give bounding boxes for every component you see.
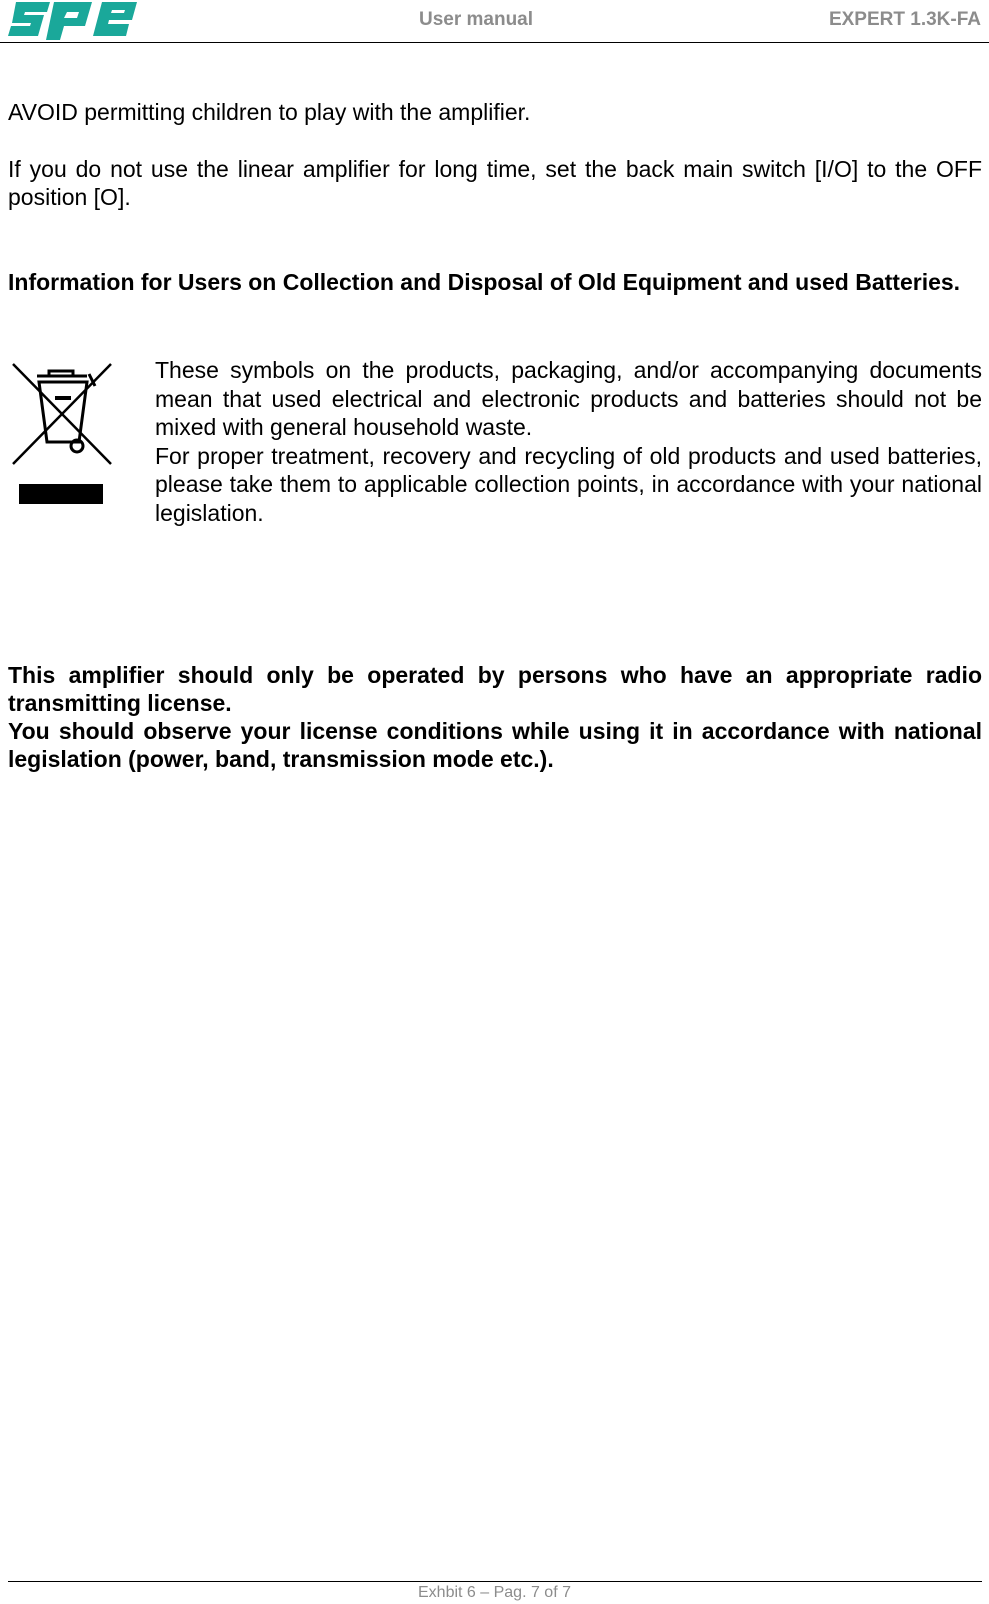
- weee-paragraph-1: These symbols on the products, packaging, and/or accompanying documents mean that used electrical and electronic products and batteries should not be mixed with general household waste.: [155, 357, 982, 440]
- license-conditions-text: You should observe your license conditions while using it in accordance with national legislation (power, band, transmission mode etc.).: [8, 718, 982, 772]
- avoid-children-text: AVOID permitting children to play with the amplifier.: [8, 99, 531, 125]
- page-header: [0, 0, 989, 43]
- license-requirement-text: This amplifier should only be operated by persons who have an appropriate radio transmitting license.: [8, 662, 982, 716]
- power-switch-text: If you do not use the linear amplifier for long time, set the back main switch [I/O] to the OFF position [O].: [8, 156, 982, 210]
- header-divider: [0, 42, 989, 43]
- disposal-heading: Information for Users on Collection and Disposal of Old Equipment and used Batteries.: [8, 269, 961, 295]
- header-model: EXPERT 1.3K-FA: [828, 9, 981, 30]
- spe-logo-icon: [6, 0, 139, 42]
- weee-description: [155, 356, 982, 527]
- header-title: User manual: [418, 9, 534, 30]
- footer-divider: [8, 1581, 982, 1582]
- weee-paragraph-2: For proper treatment, recovery and recycling of old products and used batteries, please take them to applicable collection points, in accordance with your national legislation.: [155, 442, 982, 526]
- crossed-out-wheelie-bin-icon: [9, 360, 115, 520]
- footer-page-label: Exhbit 6 – Pag. 7 of 7: [418, 1584, 571, 1601]
